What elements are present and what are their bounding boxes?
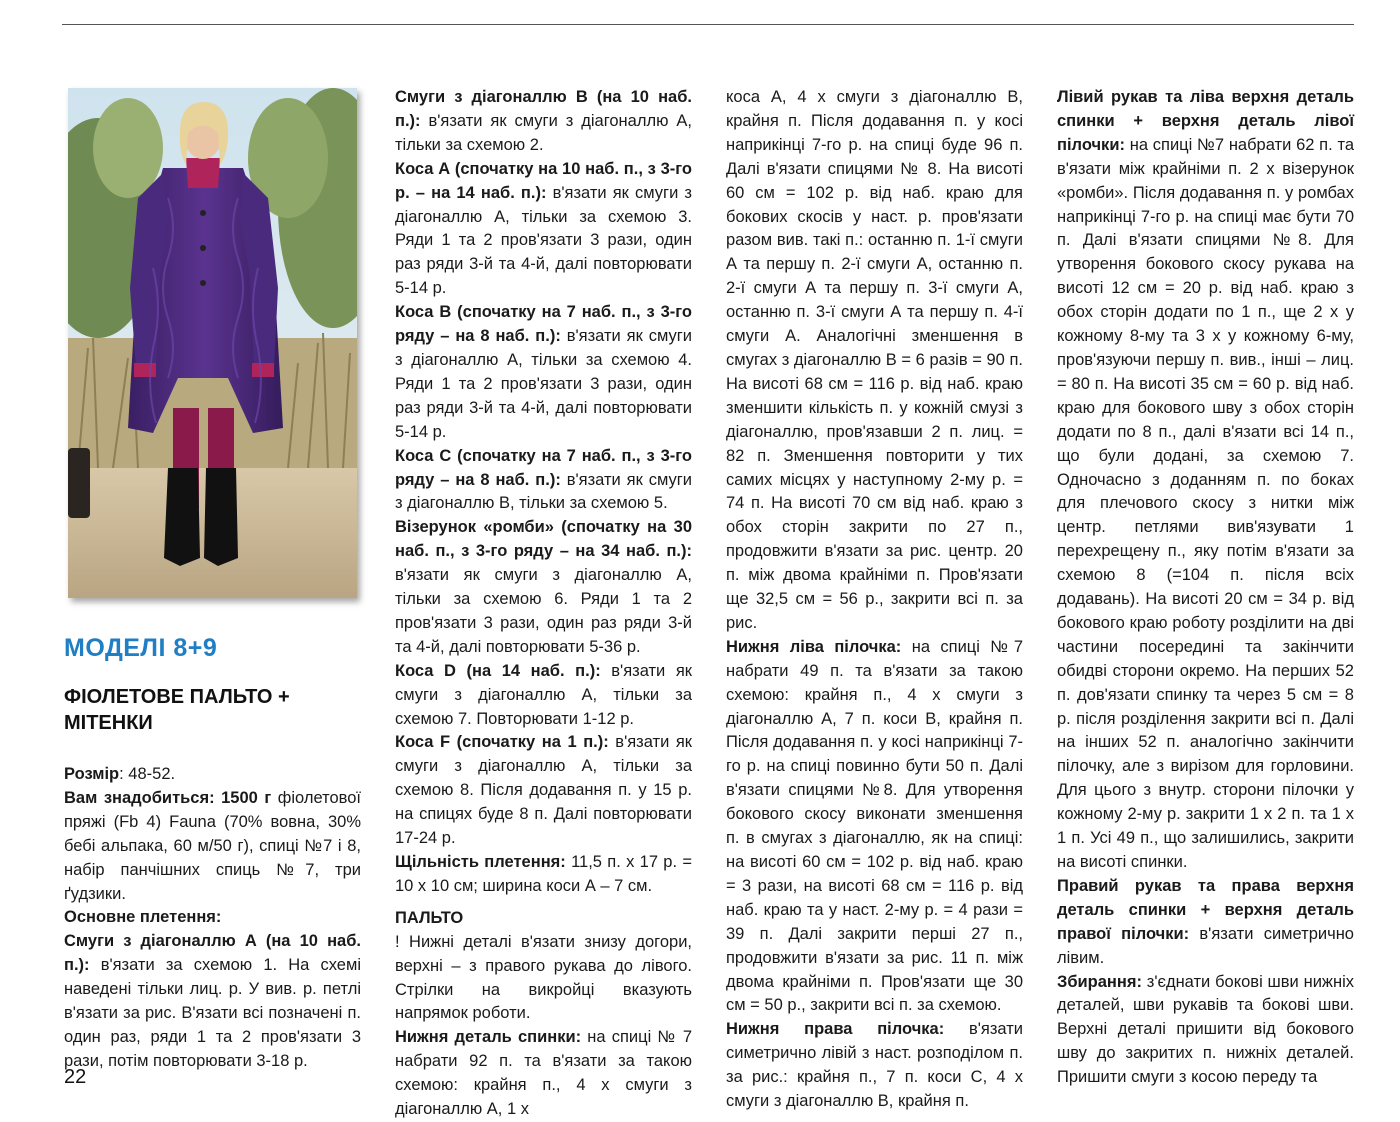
density-paragraph: Щільність плетення: 11,5 п. х 17 р. = 10 х 10 см; ширина коси А – 7 см.	[395, 853, 692, 895]
stripe-a-paragraph	[64, 930, 361, 1073]
left-front-paragraph: Нижня ліва пілочка: на спиці №7 набрати 49 п. та в'язати за такою схемою: крайня п., 4 х смуги з діагоналлю А, 7 п. коси В, крайня п. Після додавання п. у косі наприкінці 7-го р. на спиці повинно бути 50 п. Далі в'язати спицями №8. Для утворення бокового скосу виконати зменшення п. в смугах з діагоналлю, як на спиці: на висоті 60 см = 102 р. від наб. краю = 3 рази, на висоті 68 см = 116 р. від наб. краю та у наст. 2-му р. = 4 рази = 39 п. Далі закрити перші 27 п., продовжити в'язати за рис. 11 п. між двома крайніми п. Пров'язати ще 30 см = 50 р., закрити всі п. за схемою.	[726, 637, 1023, 1015]
cable-f-paragraph: Коса F (спочатку на 1 п.): в'язати як смуги з діагоналлю А, тільки за схемою 8. Після додавання п. у 15 р. на спицях буде 8 п. Далі повторювати 17-24 р.	[395, 733, 693, 848]
coat-note: ! Нижні деталі в'язати знизу догори, верхні – з правого рукава до лівого. Стрілки на викройці вказують напрямок роботи.	[395, 932, 692, 1023]
stripe-a-label: Смуги з діагоналлю А (на 10 наб. п.):	[64, 932, 361, 975]
model-title: МОДЕЛІ 8+9	[64, 634, 218, 662]
coat-heading: ПАЛЬТО	[395, 908, 464, 927]
right-front-paragraph: Нижня права пілочка: в'язати симетрично лівій з наст. розподілом п. за рис.: крайня п., 7 п. коси С, 4 х смуги з діагоналлю В, крайня п.	[726, 1020, 1023, 1111]
assembly-paragraph: Збирання: з'єднати бокові шви нижніх деталей, шви рукавів та бокові шви. Верхні деталі пришити від бокового шву до закритих п. нижніх деталей. Пришити смуги з косою переду та	[1057, 972, 1354, 1087]
woman-in-purple-coat-photo	[68, 88, 357, 598]
model-photo	[68, 88, 357, 598]
size-label: Розмір	[64, 765, 120, 783]
materials-text: фіолетової пряжі (Fb 4) Fauna (70% вовна, 30% бебі альпака, 60 м/50 г), спиці №7 і 8, набір панчішних спиць №7, три ґудзики.	[64, 788, 361, 903]
column-3	[726, 86, 1023, 1114]
stripe-a-text: в'язати за схемою 1. На схемі наведені тільки лиц. р. У вив. р. петлі в'язати за рис. В'язати всі позначені п. один раз, ряди 1 та 2 пров'язати 3 рази, потім повторювати 3-18 р.	[64, 956, 361, 1070]
cable-a-paragraph: Коса А (спочатку на 10 наб. п., з 3-го р. – на 14 наб. п.): в'язати як смуги з діагоналлю А, тільки за схемою 3. Ряди 1 та 2 пров'язати 3 рази, один раз ряди 3-й та 4-й, далі повторювати 5-14 р.	[395, 159, 692, 298]
page-number: 22	[64, 1066, 87, 1088]
back-continued: коса А, 4 х смуги з діагоналлю В, крайня п. Після додавання п. у косі наприкінці 7-го р. на спиці буде 96 п. Далі в'язати спицями № 8. На висоті 60 см = 102 р. від наб. краю для бокових скосів у наст. р. пров'язати разом вив. такі п.: останню п. 1-ї смуги А та першу п. 2-ї смуги А, останню п. 2-ї смуги А та першу п. 3-ї смуги А, останню п. 3-ї смуги А та першу п. 4-ї смуги А. Аналогічні зменшення в смугах з діагоналлю В = 6 разів = 90 п. На висоті 68 см = 116 р. від наб. краю зменшити кількість п. у кожній смузі з діагоналлю, пров'язавши 2 п. лиц. = 82 п. Зменшення повторити у тих самих місцях у наступному 2-му р. = 74 п. На висоті 70 см від наб. краю з обох сторін закрити по 27 п., продовжити в'язати за рис. центр. 20 п. між двома крайніми п. Пров'язати ще 32,5 см = 56 р., закрити всі п. за рис.	[726, 88, 1023, 632]
materials-label: Вам знадобиться: 1500 г	[64, 788, 272, 807]
size-paragraph	[64, 763, 361, 787]
rhombs-paragraph: Візерунок «ромби» (спочатку на 30 наб. п., з 3-го ряду – на 34 наб. п.): в'язати як смуги з діагоналлю А, тільки за схемою 6. Ряди 1 та 2 пров'язати 3 рази, один раз ряди 3-й та 4-й, далі повторювати 5-36 р.	[395, 518, 692, 656]
right-sleeve-paragraph: Правий рукав та права верхня деталь спинки + верхня деталь правої пілочки: в'язати симетрично лівим.	[1057, 876, 1354, 967]
size-text: : 48-52.	[119, 765, 176, 783]
cable-d-paragraph: Коса D (на 14 наб. п.): в'язати як смуги з діагоналлю А, тільки за схемою 7. Повторювати 1-12 р.	[395, 661, 692, 728]
column-2	[395, 86, 692, 1122]
cable-c-paragraph: Коса С (спочатку на 7 наб. п., з 3-го ряду – на 8 наб. п.): в'язати як смуги з діагоналлю В, тільки за схемою 5.	[395, 446, 692, 513]
stripe-b-paragraph: Смуги з діагоналлю В (на 10 наб. п.): в'язати як смуги з діагоналлю А, тільки за схемою 2.	[395, 88, 692, 154]
materials-paragraph	[64, 787, 361, 907]
left-sleeve-paragraph: Лівий рукав та ліва верхня деталь спинки + верхня деталь лівої пілочки: на спиці №7 набрати 62 п. та в'язати між крайніми п. 2 х візерунок «ромби». Після додавання п. у ромбах наприкінці 7-го р. на спиці має бути 70 п. Далі в'язати спицями №8. Для утворення бокового скосу рукава на висоті 12 см = 20 р. від наб. краю з обох сторін додати по 1 п., ще 2 х у кожному 8-му та 3 х у кожному 6-му, пров'язуючи першу п. вив., інші – лиц. = 80 п. На висоті 35 см = 60 р. від наб. краю для бокового шву з обох сторін додати по 8 п., далі в'язати всі 14 п., що були додані, за схемою 7. Одночасно з доданням п. по боках для плечового скосу з нитки між центр. петлями вив'язувати 1 перехрещену п., яку потім в'язати за схемою 8 (=104 п. після всіх додавань). На висоті 20 см = 34 р. від бокового краю роботу розділити на дві частини посередині та закінчити обидві сторони окремо. На перших 52 п. дов'язати спинку та через 5 см = 8 р. після розділення закрити всі п. Далі на інших 52 п. аналогічно закінчити пілочку, але з вирізом для горловини. Для цього з внутр. сторони пілочки у кожному 2-му р. закрити 1 х 2 п. та 1 х 1 п. Усі 49 п., що залишились, закрити на висоті спинки.	[1057, 88, 1354, 871]
back-paragraph: Нижня деталь спинки: на спиці № 7 набрати 92 п. та в'язати за такою схемою: крайня п., 4 х смуги з діагоналлю А, 1 х	[395, 1028, 692, 1119]
column-4	[1057, 86, 1354, 1090]
basic-pattern-heading: Основне плетення:	[64, 908, 222, 927]
top-rule	[62, 24, 1354, 25]
cable-b-paragraph: Коса В (спочатку на 7 наб. п., з 3-го ряду – на 8 наб. п.): в'язати як смуги з діагоналлю А, тільки за схемою 4. Ряди 1 та 2 пров'язати 3 рази, один раз ряди 3-й та 4-й, далі повторювати 5-14 р.	[395, 303, 692, 441]
column-1	[64, 763, 361, 1074]
item-title: ФІОЛЕТОВЕ ПАЛЬТО + МІТЕНКИ	[64, 686, 290, 734]
